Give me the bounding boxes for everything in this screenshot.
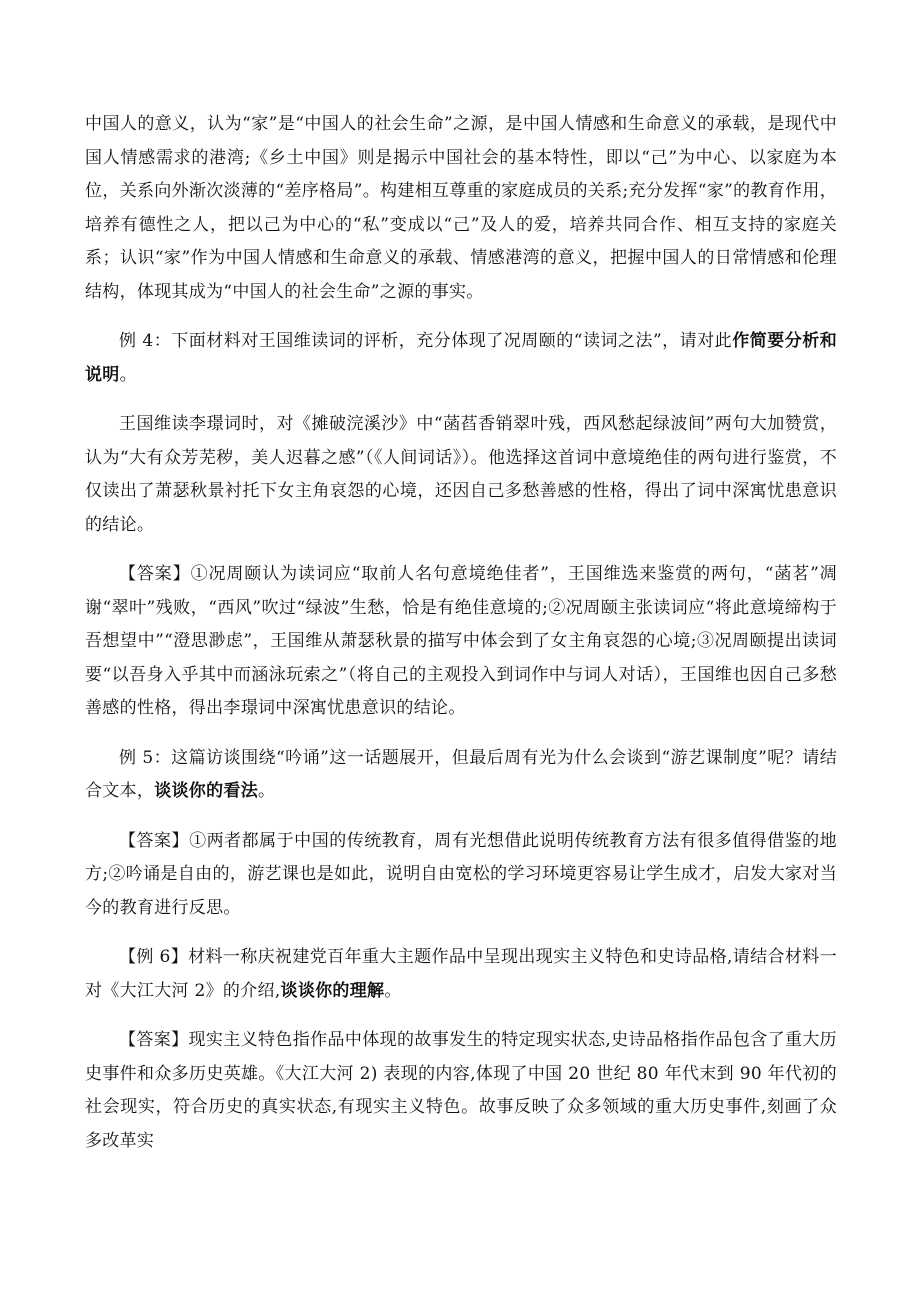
paragraph-example-6-question	[85, 941, 837, 1008]
paragraph-example-6-answer: 【答案】现实主义特色指作品中体现的故事发生的特定现实状态,史诗品格指作品包含了重大历史事件和众多历史英雄。《大江大河 2) 表现的内容,体现了中国 20 世纪 80 年代末到 90 年代初的社会现实，符合历史的真实状态,有现实主义特色。故事反映了众多领域的重大历史事件,刻画了众多改革实	[85, 1030, 837, 1151]
paragraph-example-4-question	[85, 325, 837, 392]
paragraph-example-5-question	[85, 742, 837, 809]
example-5-end: 。	[258, 781, 276, 801]
example-4-text: 例 4：下面材料对王国维读词的评析，充分体现了况周颐的“读词之法”，请对此	[119, 331, 733, 351]
example-6-task: 谈谈你的理解	[280, 980, 385, 1001]
paragraph-home-meaning: 中国人的意义，认为“家”是“中国人的社会生命”之源，是中国人情感和生命意义的承载，是现代中国人情感需求的港湾;《乡土中国》则是揭示中国社会的基本特性，即以“己”为中心、以家庭为本位，关系向外渐次淡薄的“差序格局”。构建相互尊重的家庭成员的关系;充分发挥“家”的教育作用，培养有德性之人，把以己为中心的“私”变成以“己”及人的爱，培养共同合作、相互支持的家庭关系；认识“家”作为中国人情感和生命意义的承载、情感港湾的意义，把握中国人的日常情感和伦理结构，体现其成为“中国人的社会生命”之源的事实。	[85, 114, 837, 302]
paragraph-example-5-answer: 【答案】①两者都属于中国的传统教育，周有光想借此说明传统教育方法有很多值得借鉴的地方;②吟诵是自由的，游艺课也是如此，说明自由宽松的学习环境更容易让学生成才，启发大家对当今的教育进行反思。	[85, 830, 837, 918]
example-5-task: 谈谈你的看法	[154, 781, 259, 801]
paragraph-example-4-answer: 【答案】①况周颐认为读词应“取前人名句意境绝佳者”，王国维选来鉴赏的两句，“菡茗”凋谢“翠叶”残败，“西风”吹过“绿波”生愁，恰是有绝佳意境的;②况周颐主张读词应“将此意境缔构于吾想望中”“澄思渺虑”，王国维从萧瑟秋景的描写中体会到了女主角哀怨的心境;③况周颐提出读词要“以吾身入乎其中而涵泳玩索之”（将自己的主观投入到词作中与词人对话），王国维也因自己多愁善感的性格，得出李璟词中深寓忧患意识的结论。	[85, 564, 837, 718]
example-6-text: 【例 6】材料一称庆祝建党百年重大主题作品中呈现出现实主义特色和史诗品格,请结合材料一对《大江大河 2》的介绍,	[85, 947, 837, 1001]
example-6-end: 。	[384, 980, 402, 1001]
paragraph-example-4-material: 王国维读李璟词时，对《摊破浣溪沙》中“菡萏香销翠叶残，西风愁起绿波间”两句大加赞赏，认为“大有众芳芜秽，美人迟暮之感”（《人间词话》）。他选择这首词中意境绝佳的两句进行鉴赏，不仅读出了萧瑟秋景衬托下女主角哀怨的心境，还因自己多愁善感的性格，得出了词中深寓忧患意识的结论。	[85, 414, 837, 535]
example-5-text: 例 5：这篇访谈围绕“吟诵”这一话题展开，但最后周有光为什么会谈到“游艺课制度”呢？请结合文本，	[85, 747, 837, 801]
example-4-task: 作简要分析和说明	[85, 331, 837, 385]
example-4-end: 。	[119, 364, 137, 385]
document-page	[85, 108, 837, 1174]
